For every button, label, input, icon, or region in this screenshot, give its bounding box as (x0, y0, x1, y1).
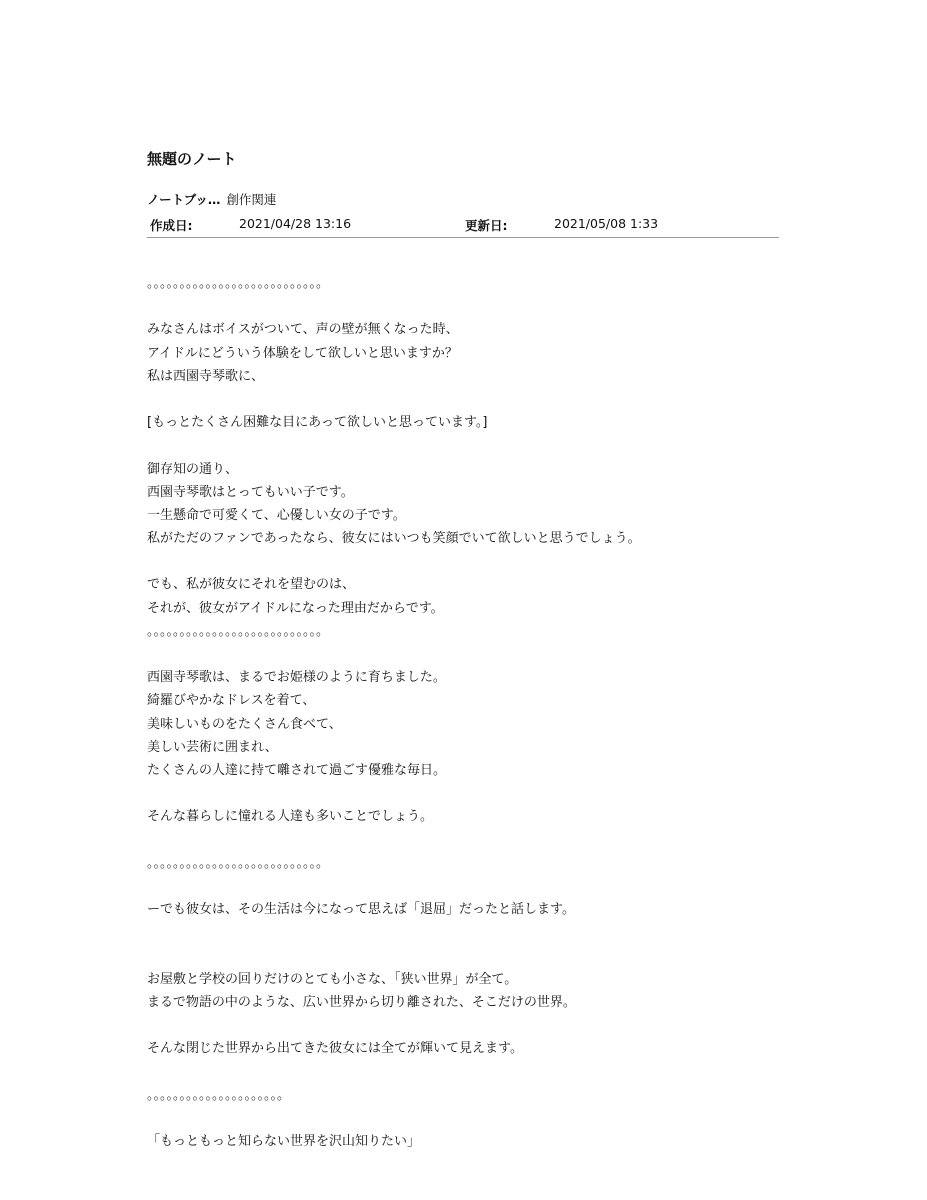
body-line: 私は西園寺琴歌に、 (147, 368, 265, 384)
blank-line (147, 1014, 779, 1037)
notebook-value: 創作関連 (226, 192, 277, 207)
blank-line (147, 1107, 779, 1130)
body-line: そんな暮らしに憧れる人達も多いことでしょう。 (147, 809, 434, 825)
body-line: でも、私が彼女にそれを望むのは、 (147, 577, 356, 593)
body-line: 御存知の通り、 (147, 461, 239, 477)
body-line: たくさんの人達に持て囃されて過ごす優雅な毎日。 (147, 762, 447, 778)
body-line: 「もっともっと知らない世界を沢山知りたい」 (147, 1133, 421, 1149)
note-title: 無題のノート (147, 150, 237, 168)
blank-line (147, 829, 779, 852)
body-line: 。。。。。。。。。。。。。。。。。。。。。。。。。。。 (147, 623, 330, 639)
body-line: 綺羅びやかなドレスを着て、 (147, 693, 316, 709)
blank-line (147, 388, 779, 411)
blank-line (147, 1060, 779, 1083)
blank-line (147, 921, 779, 944)
body-line: 私がただのファンであったなら、彼女にはいつも笑顔でいて欲しいと思うでしょう。 (147, 531, 641, 547)
body-line: それが、彼女がアイドルになった理由だからです。 (147, 600, 444, 616)
body-line: 。。。。。。。。。。。。。。。。。。。。。。。。。。。 (147, 276, 330, 291)
body-line: 西園寺琴歌は、まるでお姫様のように育ちました。 (147, 670, 446, 686)
body-line: 美しい芸術に囲まれ、 (147, 739, 278, 755)
note-body (147, 272, 779, 1153)
body-line: 。。。。。。。。。。。。。。。。。。。。。。。。。。。 (147, 855, 330, 871)
blank-line (147, 875, 779, 898)
created-value: 2021/04/28 13:16 (239, 216, 352, 231)
body-line: 。。。。。。。。。。。。。。。。。。。。。 (147, 1087, 291, 1103)
updated-label: 更新日: (465, 218, 508, 233)
blank-line (147, 295, 779, 318)
body-line: みなさんはボイスがついて、声の壁が無くなった時、 (147, 322, 459, 338)
body-line: [もっとたくさん困難な目にあって欲しいと思っています。] (147, 415, 488, 431)
blank-line (147, 643, 779, 666)
notebook-row (147, 190, 276, 208)
body-line: アイドルにどういう体験をして欲しいと思いますか？ (147, 345, 458, 361)
blank-line (147, 782, 779, 805)
body-line: 美味しいものをたくさん食べて、 (147, 716, 342, 732)
body-line: ーでも彼女は、その生活は今になって思えば「退屈」だったと話します。 (147, 902, 575, 918)
blank-line (147, 550, 779, 573)
header-divider (147, 237, 779, 238)
body-line: そんな閉じた世界から出てきた彼女には全てが輝いて見えます。 (147, 1041, 523, 1057)
body-line: お屋敷と学校の回りだけのとても小さな、「狭い世界」が全て。 (147, 971, 518, 987)
body-line: 西園寺琴歌はとってもいい子です。 (147, 484, 354, 500)
blank-line (147, 434, 779, 457)
blank-line (147, 944, 779, 967)
notebook-label: ノートブッ… (147, 192, 221, 207)
body-line: まるで物語の中のような、広い世界から切り離された、そこだけの世界。 (147, 994, 576, 1010)
updated-value: 2021/05/08 1:33 (554, 216, 659, 231)
created-label: 作成日: (150, 218, 193, 233)
body-line: 一生懸命で可愛くて、心優しい女の子です。 (147, 507, 406, 523)
